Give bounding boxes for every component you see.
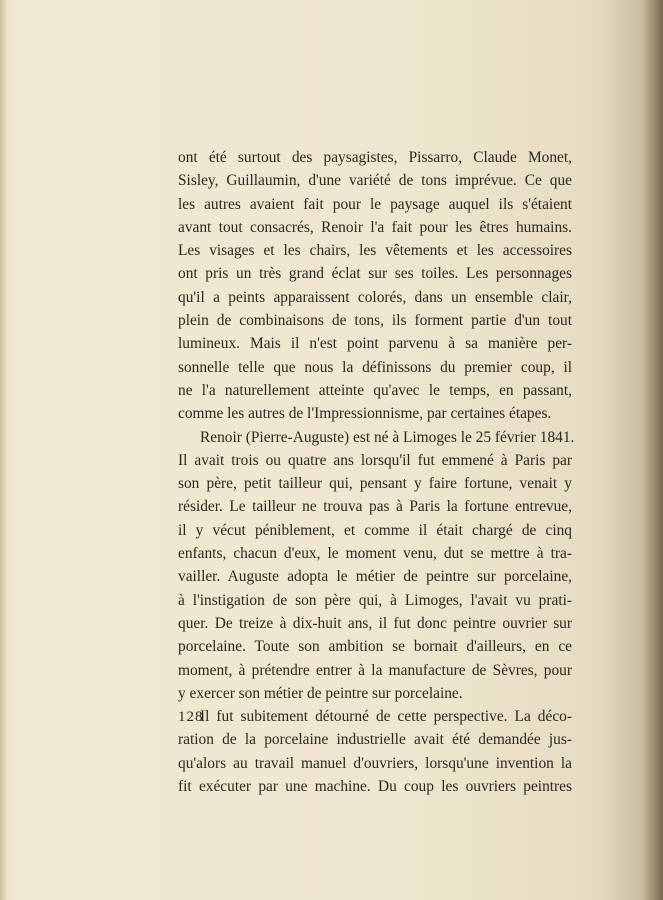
page-number: 128: [178, 709, 204, 725]
text-line: Sisley, Guillaumin, d'une variété de tons imprévue. Ce que: [178, 172, 572, 190]
text-line: fit exécuter par une machine. Du coup les ouvriers peintres: [178, 778, 572, 796]
text-line: sonnelle telle que nous la définissons du premier coup, il: [178, 358, 572, 376]
text-line: Il avait trois ou quatre ans lorsqu'il fut emmené à Paris par: [178, 451, 572, 469]
text-line: ont été surtout des paysagistes, Pissarro, Claude Monet,: [178, 149, 572, 166]
spine-shadow: [641, 0, 663, 900]
text-line: Renoir (Pierre-Auguste) est né à Limoges le 25 février 1841.: [200, 428, 575, 446]
text-line: lumineux. Mais il n'est point parvenu à sa manière per-: [178, 335, 572, 353]
body-text: [178, 146, 575, 798]
text-line: ont pris un très grand éclat sur ses toiles. Les personnages: [178, 265, 572, 283]
text-line: avant tout consacrés, Renoir l'a fait pour les êtres humains.: [178, 218, 572, 236]
text-line: les autres avaient fait pour le paysage auquel ils s'étaient: [178, 195, 572, 213]
text-line: ration de la porcelaine industrielle avait été demandée jus-: [178, 731, 572, 749]
text-line: comme les autres de l'Impressionnisme, par certaines étapes.: [178, 405, 552, 423]
text-line: moment, à prétendre entrer à la manufacture de Sèvres, pour: [178, 661, 572, 679]
text-line: ne l'a naturellement atteinte qu'avec le temps, en passant,: [178, 381, 572, 399]
text-line: vailler. Auguste adopta le métier de peintre sur porcelaine,: [178, 568, 572, 586]
text-line: enfants, chacun d'eux, le moment venu, dut se mettre à tra-: [178, 545, 572, 563]
text-line: Les visages et les chairs, les vêtements et les accessoires: [178, 242, 572, 260]
text-line: quer. De treize à dix-huit ans, il fut donc peintre ouvrier sur: [178, 614, 572, 632]
text-line: il y vécut péniblement, et comme il était chargé de cinq: [178, 521, 572, 539]
text-line: porcelaine. Toute son ambition se bornait d'ailleurs, en ce: [178, 638, 572, 656]
text-line: qu'il a peints apparaissent colorés, dans un ensemble clair,: [178, 288, 572, 306]
text-line: à l'instigation de son père qui, à Limoges, l'avait vu prati-: [178, 591, 572, 609]
text-line: Il fut subitement détourné de cette perspective. La déco-: [200, 708, 572, 726]
text-line: qu'alors au travail manuel d'ouvriers, lorsqu'une invention la: [178, 754, 572, 772]
text-line: plein de combinaisons de tons, ils forment partie d'un tout: [178, 312, 572, 330]
text-line: y exercer son métier de peintre sur porcelaine.: [178, 684, 463, 702]
page-left-edge: [0, 0, 8, 900]
text-line: résider. Le tailleur ne trouva pas à Paris la fortune entrevue,: [178, 498, 572, 516]
text-line: son père, petit tailleur qui, pensant y faire fortune, venait y: [178, 475, 572, 493]
